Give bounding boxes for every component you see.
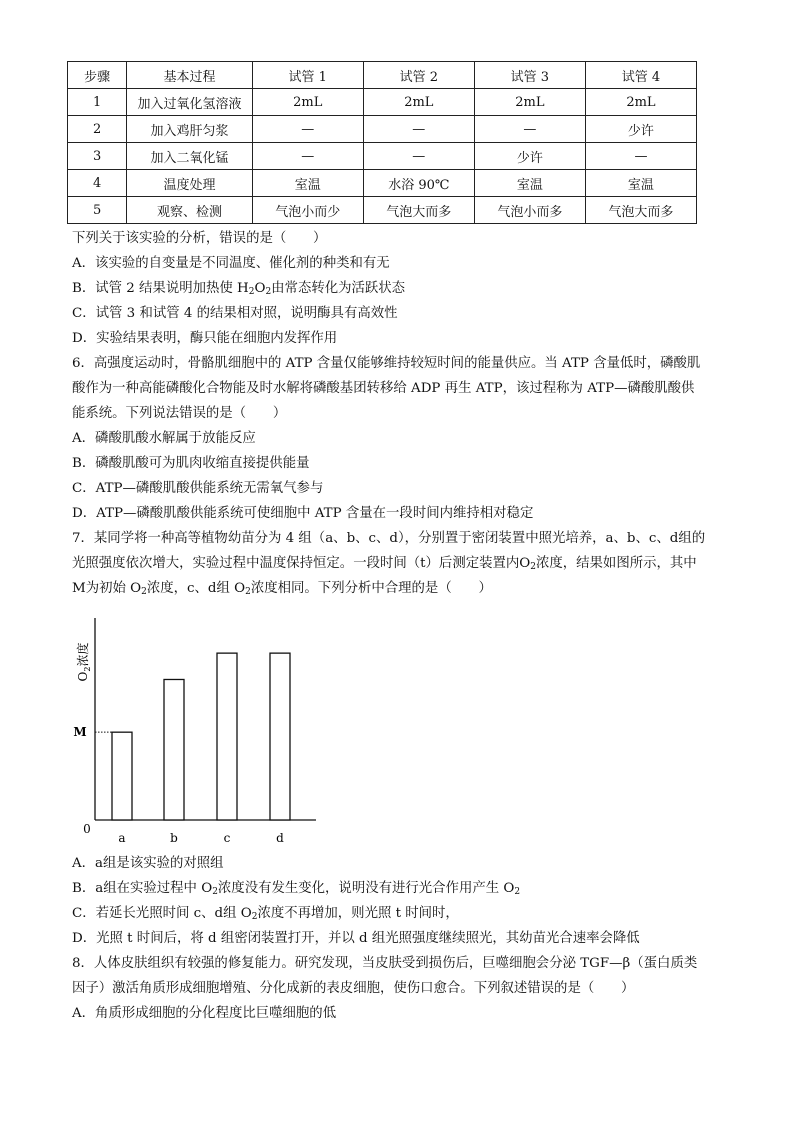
q8-stem-line-1: 8．人体皮肤组织有较强的修复能力。研究发现，当皮肤受到损伤后，巨噬细胞会分泌 TGF—β（蛋白质类 xyxy=(72,956,698,971)
q6-option-d: D．ATP—磷酸肌酸供能系统可使细胞中 ATP 含量在一段时间内维持相对稳定 xyxy=(72,506,534,521)
text-run: 浓度相同。下列分析中合理的是（ ） xyxy=(250,581,492,596)
q8-stem-line-2: 因子）激活角质形成细胞增殖、分化成新的表皮细胞，使伤口愈合。下列叙述错误的是（ ） xyxy=(72,981,635,996)
table-cell: 少许 xyxy=(474,143,585,170)
text-run: 由常态转化为活跃状态 xyxy=(271,281,406,296)
table-header-cell: 试管 2 xyxy=(363,62,474,89)
table-cell: — xyxy=(252,116,363,143)
table-cell: 3 xyxy=(68,143,127,170)
subscript: 2 xyxy=(530,562,536,572)
x-tick-labels xyxy=(118,831,284,845)
q5-option-c: C．试管 3 和试管 4 的结果相对照，说明酶具有高效性 xyxy=(72,306,398,321)
y-axis-label xyxy=(75,643,92,682)
q6-stem-line-2: 酸作为一种高能磷酸化合物能及时水解将磷酸基团转移给 ADP 再生 ATP，该过程称为 ATP—磷酸肌酸供 xyxy=(72,381,695,396)
table-cell: — xyxy=(363,116,474,143)
text-run: 浓度，结果如图所示，其中 xyxy=(535,556,697,571)
q5-option-d: D．实验结果表明，酶只能在细胞内发挥作用 xyxy=(72,331,338,346)
table-cell: — xyxy=(363,143,474,170)
table-cell: 加入鸡肝匀浆 xyxy=(127,116,253,143)
q6-option-b: B．磷酸肌酸可为肌肉收缩直接提供能量 xyxy=(72,456,310,471)
table-row xyxy=(68,197,697,224)
table-cell: 气泡大而多 xyxy=(363,197,474,224)
q7-stem-line-2 xyxy=(72,555,697,576)
table-cell: 1 xyxy=(68,89,127,116)
text-run: 浓度，c、d组 O xyxy=(146,581,246,596)
q6-option-a: A．磷酸肌酸水解属于放能反应 xyxy=(72,431,256,446)
table-cell: 加入二氧化锰 xyxy=(127,143,253,170)
o2-concentration-chart xyxy=(70,610,330,850)
table-cell: 室温 xyxy=(252,170,363,197)
q5-stem: 下列关于该实验的分析，错误的是（ ） xyxy=(72,231,327,246)
text-run: 浓度不再增加，则光照 t 时间时， xyxy=(257,906,459,921)
table-cell: 2mL xyxy=(585,89,696,116)
table-cell: 温度处理 xyxy=(127,170,253,197)
subscript: 2 xyxy=(245,587,251,597)
q7-stem-line-1: 7．某同学将一种高等植物幼苗分为 4 组（a、b、c、d），分别置于密闭装置中照光培养，a、b、c、d组的 xyxy=(72,531,706,546)
subscript: 2 xyxy=(251,912,258,922)
experiment-table xyxy=(67,61,697,224)
table-cell: — xyxy=(252,143,363,170)
q5-option-b xyxy=(72,280,405,301)
table-cell: — xyxy=(474,116,585,143)
subscript: 2 xyxy=(212,887,218,897)
table-cell: 气泡小而多 xyxy=(474,197,585,224)
text-run: 光照强度依次增大，实验过程中温度保持恒定。一段时间（t）后测定装置内O xyxy=(72,556,531,571)
table-cell: 室温 xyxy=(474,170,585,197)
table-header-cell: 试管 1 xyxy=(252,62,363,89)
y-axis-label-main: O xyxy=(76,671,90,682)
subscript: 2 xyxy=(141,587,147,597)
table-header-cell: 基本过程 xyxy=(127,62,253,89)
table-cell: 少许 xyxy=(585,116,696,143)
x-tick-label-d: d xyxy=(276,831,284,845)
q6-stem-line-1: 6．高强度运动时，骨骼肌细胞中的 ATP 含量仅能够维持较短时间的能量供应。当 ATP 含量低时，磷酸肌 xyxy=(72,356,701,371)
table-row xyxy=(68,170,697,197)
bar-b xyxy=(164,679,184,820)
y-axis-label-rest: 浓度 xyxy=(76,642,90,667)
bar-c xyxy=(217,653,237,820)
q7-option-a: A．a组是该实验的对照组 xyxy=(72,856,224,871)
table-header-cell: 试管 3 xyxy=(474,62,585,89)
table-cell: 2mL xyxy=(474,89,585,116)
table-cell: 气泡大而多 xyxy=(585,197,696,224)
table-cell: 观察、检测 xyxy=(127,197,253,224)
text-run: B．a组在实验过程中 O xyxy=(72,881,213,896)
subscript: 2 xyxy=(514,887,521,897)
y-axis-label-sub: 2 xyxy=(83,666,92,672)
text-run: C．若延长光照时间 c、d组 O xyxy=(72,906,252,921)
table-cell: 水浴 90℃ xyxy=(363,170,474,197)
q7-option-d: D．光照 t 时间后，将 d 组密闭装置打开，并以 d 组光照强度继续照光，其幼苗光合速率会降低 xyxy=(72,931,640,946)
table-row xyxy=(68,89,697,116)
q7-option-c xyxy=(72,905,459,926)
table-header-row xyxy=(68,62,697,89)
reference-label-m: M xyxy=(73,725,87,740)
table-cell: 室温 xyxy=(585,170,696,197)
x-tick-label-a: a xyxy=(118,831,126,845)
x-tick-label-b: b xyxy=(170,831,178,845)
q7-option-b xyxy=(72,880,520,901)
table-cell: — xyxy=(585,143,696,170)
q6-option-c: C．ATP—磷酸肌酸供能系统无需氧气参与 xyxy=(72,481,324,496)
q7-stem-line-3 xyxy=(72,580,492,601)
table-cell: 2mL xyxy=(252,89,363,116)
table-cell: 4 xyxy=(68,170,127,197)
text-run: 浓度没有发生变化，说明没有进行光合作用产生 O xyxy=(217,881,515,896)
origin-label: 0 xyxy=(83,822,91,836)
table-row xyxy=(68,116,697,143)
bar-a xyxy=(112,732,132,820)
bars xyxy=(112,653,290,820)
table-cell: 5 xyxy=(68,197,127,224)
subscript: 2 xyxy=(248,287,255,297)
table-cell: 2mL xyxy=(363,89,474,116)
text-run: O xyxy=(254,281,266,296)
table-row xyxy=(68,143,697,170)
subscript: 2 xyxy=(265,287,272,297)
table-header-cell: 试管 4 xyxy=(585,62,696,89)
bar-d xyxy=(270,653,290,820)
text-run: B．试管 2 结果说明加热使 H xyxy=(72,281,249,296)
q6-stem-line-3: 能系统。下列说法错误的是（ ） xyxy=(72,406,287,421)
table-cell: 气泡小而少 xyxy=(252,197,363,224)
q8-option-a: A．角质形成细胞的分化程度比巨噬细胞的低 xyxy=(72,1006,337,1021)
q5-option-a: A．该实验的自变量是不同温度、催化剂的种类和有无 xyxy=(72,256,390,271)
x-tick-label-c: c xyxy=(223,831,231,845)
text-run: M为初始 O xyxy=(72,581,142,596)
table-header-cell: 步骤 xyxy=(68,62,127,89)
table-cell: 加入过氧化氢溶液 xyxy=(127,89,253,116)
table-cell: 2 xyxy=(68,116,127,143)
